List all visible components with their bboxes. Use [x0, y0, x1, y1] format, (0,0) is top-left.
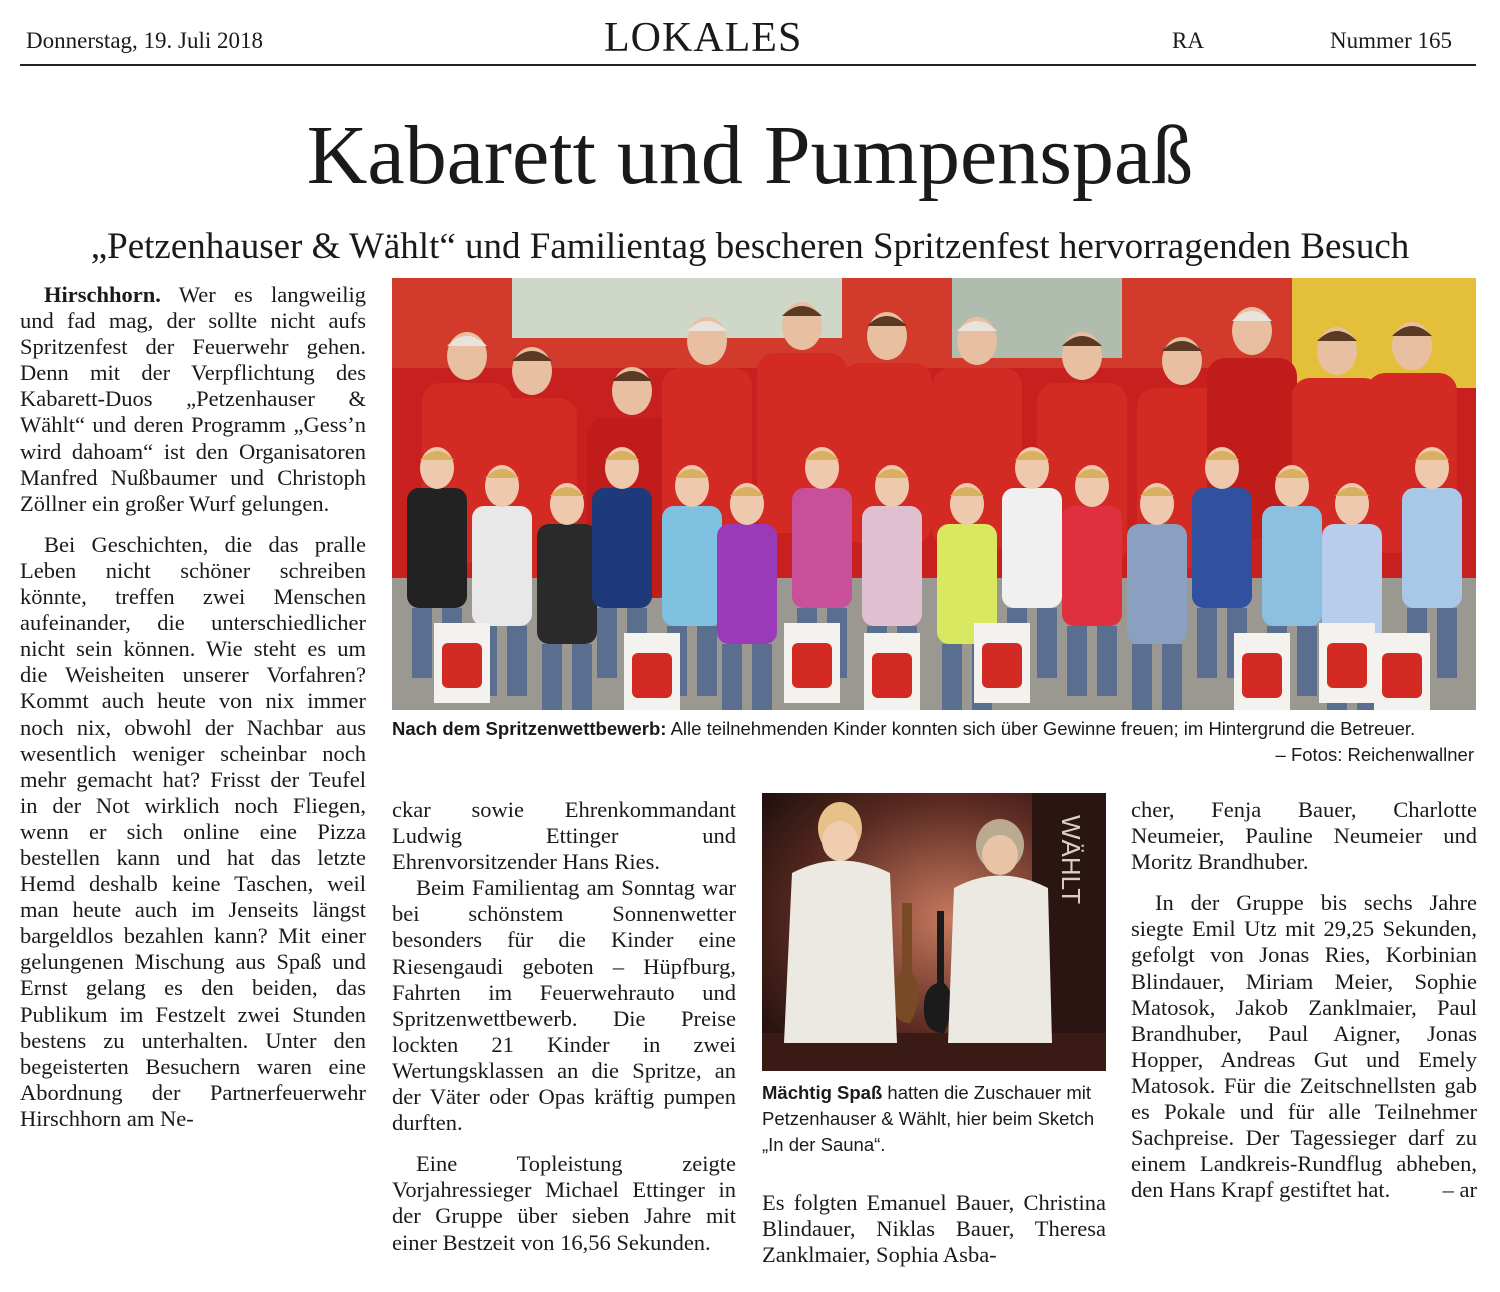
issue-number: Nummer 165 [1330, 28, 1453, 53]
paragraph-intro: Wer es langweilig und fad mag, der sollte nicht aufs Spritzenfest der Feuerwehr gehen. Denn mit der Verpflichtung des Kabarett-Duos „Petzenhauser & Wählt“ und deren Programm „Gess’n wird dahoam“ ist den Organisatoren Manfred Nußbaumer und Christoph Zöllner ein großer Wurf gelungen. [20, 282, 366, 516]
section-title: LOKALES [604, 15, 803, 61]
paragraph-under-six: In der Gruppe bis sechs Jahre siegte Emil Utz mit 29,25 Sekunden, gefolgt von Jonas Ries, Korbinian Blindauer, Miriam Meier, Sophie Matosok, Jakob Zanklmaier, Paul Brandhuber, Paul Aigner, Jonas Hopper, Andreas Gut und Emely Matosok. Für die Zeitschnellsten gab es Pokale und für alle Teilnehmer Sachpreise. Der Tagessieger darf zu einem Landkreis-Rundflug abheben, den Hans Krapf gestiftet hat. – ar [1131, 890, 1477, 1203]
paragraph-cabaret-cont: ckar sowie Ehrenkommandant Ludwig Ettinger und Ehrenvorsitzender Hans Ries. [392, 797, 736, 875]
edition-code: RA [1172, 28, 1204, 53]
paragraph-top-result: Eine Topleistung zeigte Vorjahressieger Michael Ettinger in der Gruppe über sieben Jahre mit einer Bestzeit von 16,56 Sekunden. [392, 1151, 736, 1255]
group-photo [392, 278, 1476, 710]
main-photo-caption: Nach dem Spritzenwettbewerb: Alle teilnehmenden Kinder konnten sich über Gewinne freuen; im Hintergrund die Betreuer. [392, 718, 1416, 739]
article-column-1 [20, 282, 366, 1132]
headline: Kabarett und Pumpenspaß [306, 109, 1194, 202]
paragraph-cabaret: Bei Geschichten, die das pralle Leben nicht schöner schreiben könnte, treffen zwei Menschen aufeinander, die unterschiedlicher nicht sein können. Wie steht es um die Weisheiten unserer Vorfahren? Kommt auch heute von nix immer noch nix, obwohl der Nachbar aus wesentlich weniger scheinbar noch mehr gemacht hat? Frisst der Teufel in der Not wirklich noch Fliegen, wenn er sich online eine Pizza bestellen kann und hat das letzte Hemd deshalb keine Taschen, weil man heute auch im Jenseits längst bargeldlos bezahlen kann? Mit einer gelungenen Mischung aus Spaß und Ernst gelang es den beiden, das Publikum im Festzelt zwei Stunden bestens zu unterhalten. Unter den begeisterten Besuchern waren eine Abordnung der Partnerfeuerwehr Hirschhorn am Ne- [20, 531, 366, 1131]
article-column-4 [1131, 797, 1477, 1203]
paragraph-familientag: Beim Familientag am Sonntag war bei schönstem Sonnenwetter besonders für die Kinder eine Riesengaudi geboten – Hüpfburg, Fahrten im Feuerwehrauto und Spritzenwettbewerb. Die Preise lockten 21 Kinder in zwei Wertungsklassen an die Spritze, an der Väter oder Opas kräftig pumpen durften. [392, 875, 736, 1136]
issue-date: Donnerstag, 19. Juli 2018 [26, 28, 264, 53]
photo-credit: – Fotos: Reichenwallner [1275, 744, 1474, 765]
article-column-2 [392, 797, 736, 1256]
dateline: Hirschhorn. [44, 282, 161, 307]
stage-photo-caption: Mächtig Spaß hatten die Zuschauer mit Petzenhauser & Wählt, hier beim Sketch „In der Sauna“. [762, 1082, 1095, 1155]
paragraph-followers: Es folgten Emanuel Bauer, Christina Blindauer, Niklas Bauer, Theresa Zanklmaier, Sophia Asba- [762, 1190, 1106, 1268]
byline: – ar [1442, 1177, 1477, 1203]
stage-photo [762, 793, 1106, 1071]
article-column-3 [762, 1190, 1106, 1268]
header-rule [20, 64, 1476, 66]
subheadline: „Petzenhauser & Wählt“ und Familientag bescheren Spritzenfest hervorragenden Besuch [90, 226, 1410, 267]
stage-banner-text: WÄHLT [1056, 815, 1086, 905]
paragraph-followers-cont: cher, Fenja Bauer, Charlotte Neumeier, Pauline Neumeier und Moritz Brandhuber. [1131, 797, 1477, 875]
